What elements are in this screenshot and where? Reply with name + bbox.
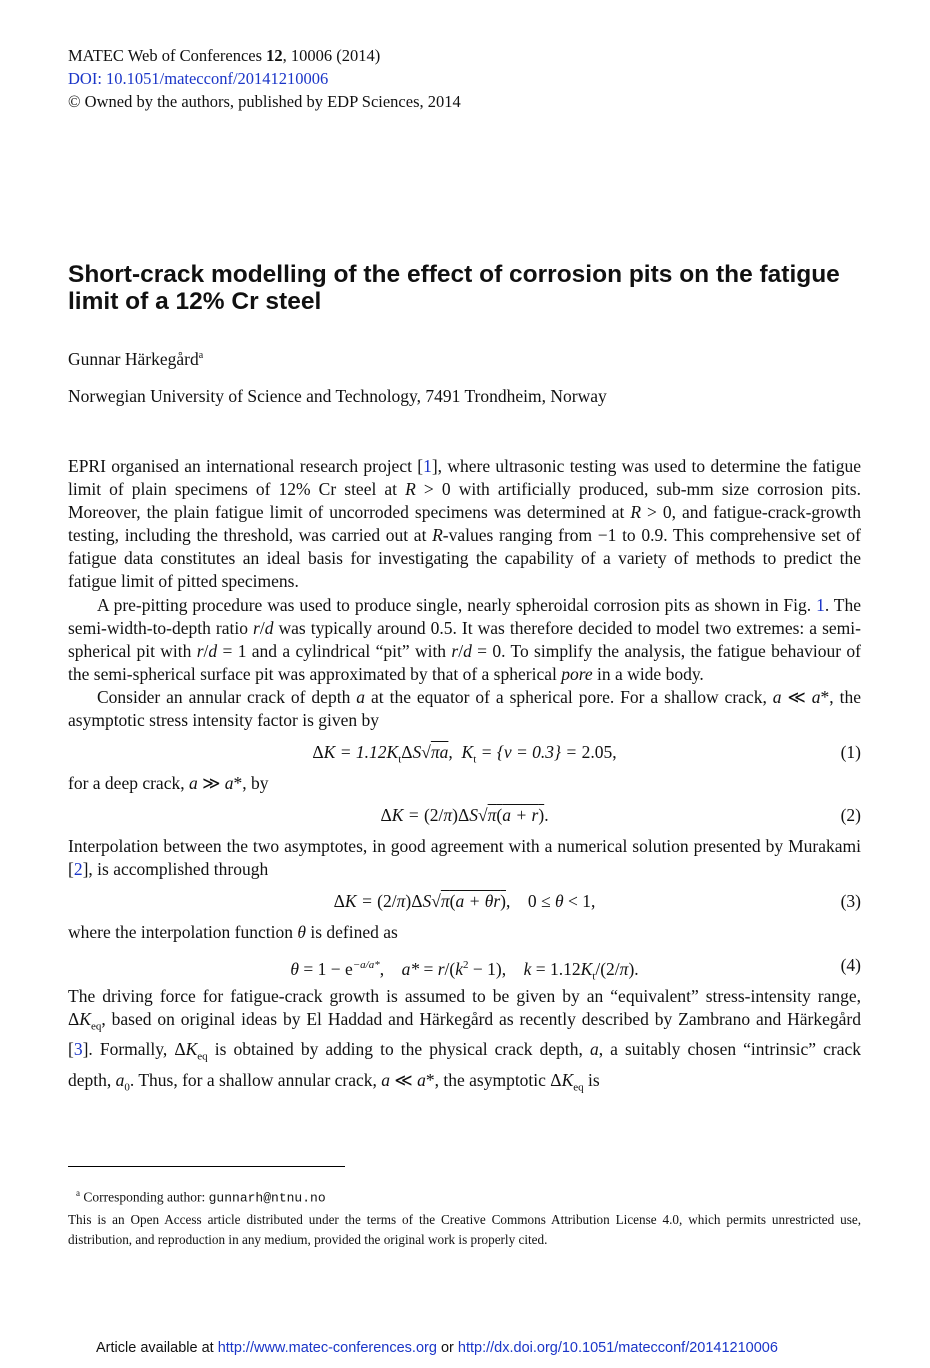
ref-link[interactable]: 2 [73, 859, 83, 880]
footnote-corresponding: $^a$ Corresponding author: gunnarh@ntnu.no [76, 1188, 326, 1206]
author-email[interactable]: gunnarh@ntnu.no [208, 1190, 326, 1206]
equation-1-formula: $\Delta K = 1.12K_t\Delta S√\pi a$, $K_t = \{\nu = 0.3\} = 2.05$, [312, 742, 617, 766]
corresponding-label: Corresponding author: [83, 1189, 206, 1205]
paragraph-7: The driving force for fatigue-crack growth is assumed to be given by an “equivalent” stress-intensity range, $\Delta K_{eq}$, based on original ideas by El Haddad and Härkegård as recently described by Zambrano and Härkegård [3]. Formally, $\Delta K_{eq}$ is obtained by adding to the physical crack depth, a, a suitably chosen “intrinsic” crack depth, $a_0$. Thus, for a shallow annular crack, a ≪ a*, the asymptotic $\Delta K_{eq}$ is [68, 985, 862, 1094]
author-mark: a [198, 350, 204, 362]
journal-url-link[interactable]: http://www.matec-conferences.org [217, 1340, 437, 1356]
paragraph-2: A pre-pitting procedure was used to produce single, nearly spheroidal corrosion pits as shown in Fig. 1. The semi-width-to-depth ratio r/d was typically around 0.5. It was therefore decided to model two extremes: a semi-spherical pit with r/d = 1 and a cylindrical “pit” with r/d = 0. To simplify the analysis, the fatigue behaviour of the semi-spherical surface pit was approximated by that of a spherical pore in a wide body. [68, 594, 861, 684]
ref-link[interactable]: 1 [423, 456, 432, 476]
copyright-line: © Owned by the authors, published by EDP Sciences, 2014 [68, 92, 461, 111]
article-availability [96, 1340, 778, 1356]
figure-link[interactable]: 1 [816, 594, 825, 615]
equation-4-formula: $\theta = 1 - e^{-a/a*}$, $a* = r/(k^2 - 1)$, $k = 1.12K_t/(2/\pi)$. [290, 958, 639, 982]
footnote-divider [68, 1166, 345, 1167]
affiliation: Norwegian University of Science and Technology, 7491 Trondheim, Norway [68, 386, 607, 406]
doi-link[interactable]: DOI: 10.1051/matecconf/20141210006 [68, 69, 329, 88]
availability-prefix: Article available at [96, 1340, 214, 1356]
equation-2-formula: ΔK = (2/π)ΔS√π(a + r). [380, 805, 549, 826]
author-name: Gunnar Härkegård [68, 349, 199, 369]
equation-4 [68, 945, 861, 985]
equation-2 [68, 795, 861, 835]
paragraph-1: EPRI organised an international research project [1], where ultrasonic testing was used to determine the fatigue limit of plain specimens of 12% Cr steel at R > 0 with artificially produced, sub-mm size corrosion pits. Moreover, the plain fatigue limit of uncorroded specimens was determined at R > 0, and fatigue-crack-growth testing, including the threshold, was carried out at R-values ranging from −1 to 0.9. This comprehensive set of fatigue data constitutes an ideal basis for investigating the capability of a variety of methods to predict the fatigue limit of pitted specimens. [68, 456, 861, 592]
equation-3 [68, 881, 861, 921]
equation-4-number: (4) [840, 954, 861, 975]
paragraph-3: Consider an annular crack of depth a at the equator of a spherical pore. For a shallow crack, a ≪ a*, the asymptotic stress intensity factor is given by [68, 686, 861, 731]
equation-1 [68, 732, 861, 772]
paragraph-5: Interpolation between the two asymptotes, in good agreement with a numerical solution presented by Murakami [2], is accomplished through [68, 836, 861, 880]
paragraph-4: for a deep crack, a ≫ a*, by [68, 773, 269, 794]
license-note: This is an Open Access article distributed under the terms of the Creative Commons Attribution License 4.0, which permits unrestricted use, distribution, and reproduction in any medium, provided the original work is properly cited. [68, 1212, 861, 1247]
paragraph-6: where the interpolation function θ is defined as [68, 922, 398, 943]
equation-3-formula: ΔK = (2/π)ΔS√π(a + θr), 0 ≤ θ < 1, [333, 891, 596, 912]
header [68, 44, 461, 113]
author [68, 349, 203, 370]
equation-1-number: (1) [840, 742, 861, 763]
paper-title: Short-crack modelling of the effect of corrosion pits on the fatigue limit of a 12% Cr steel [68, 261, 840, 315]
doi-url-link[interactable]: http://dx.doi.org/10.1051/matecconf/20141210006 [457, 1340, 778, 1356]
equation-2-number: (2) [840, 805, 861, 826]
equation-3-number: (3) [840, 891, 861, 912]
availability-or: or [440, 1340, 454, 1356]
ref-link[interactable]: 3 [73, 1039, 83, 1060]
journal-line: MATEC Web of Conferences 12, 10006 (2014) [68, 46, 381, 65]
body-text [68, 455, 861, 1099]
